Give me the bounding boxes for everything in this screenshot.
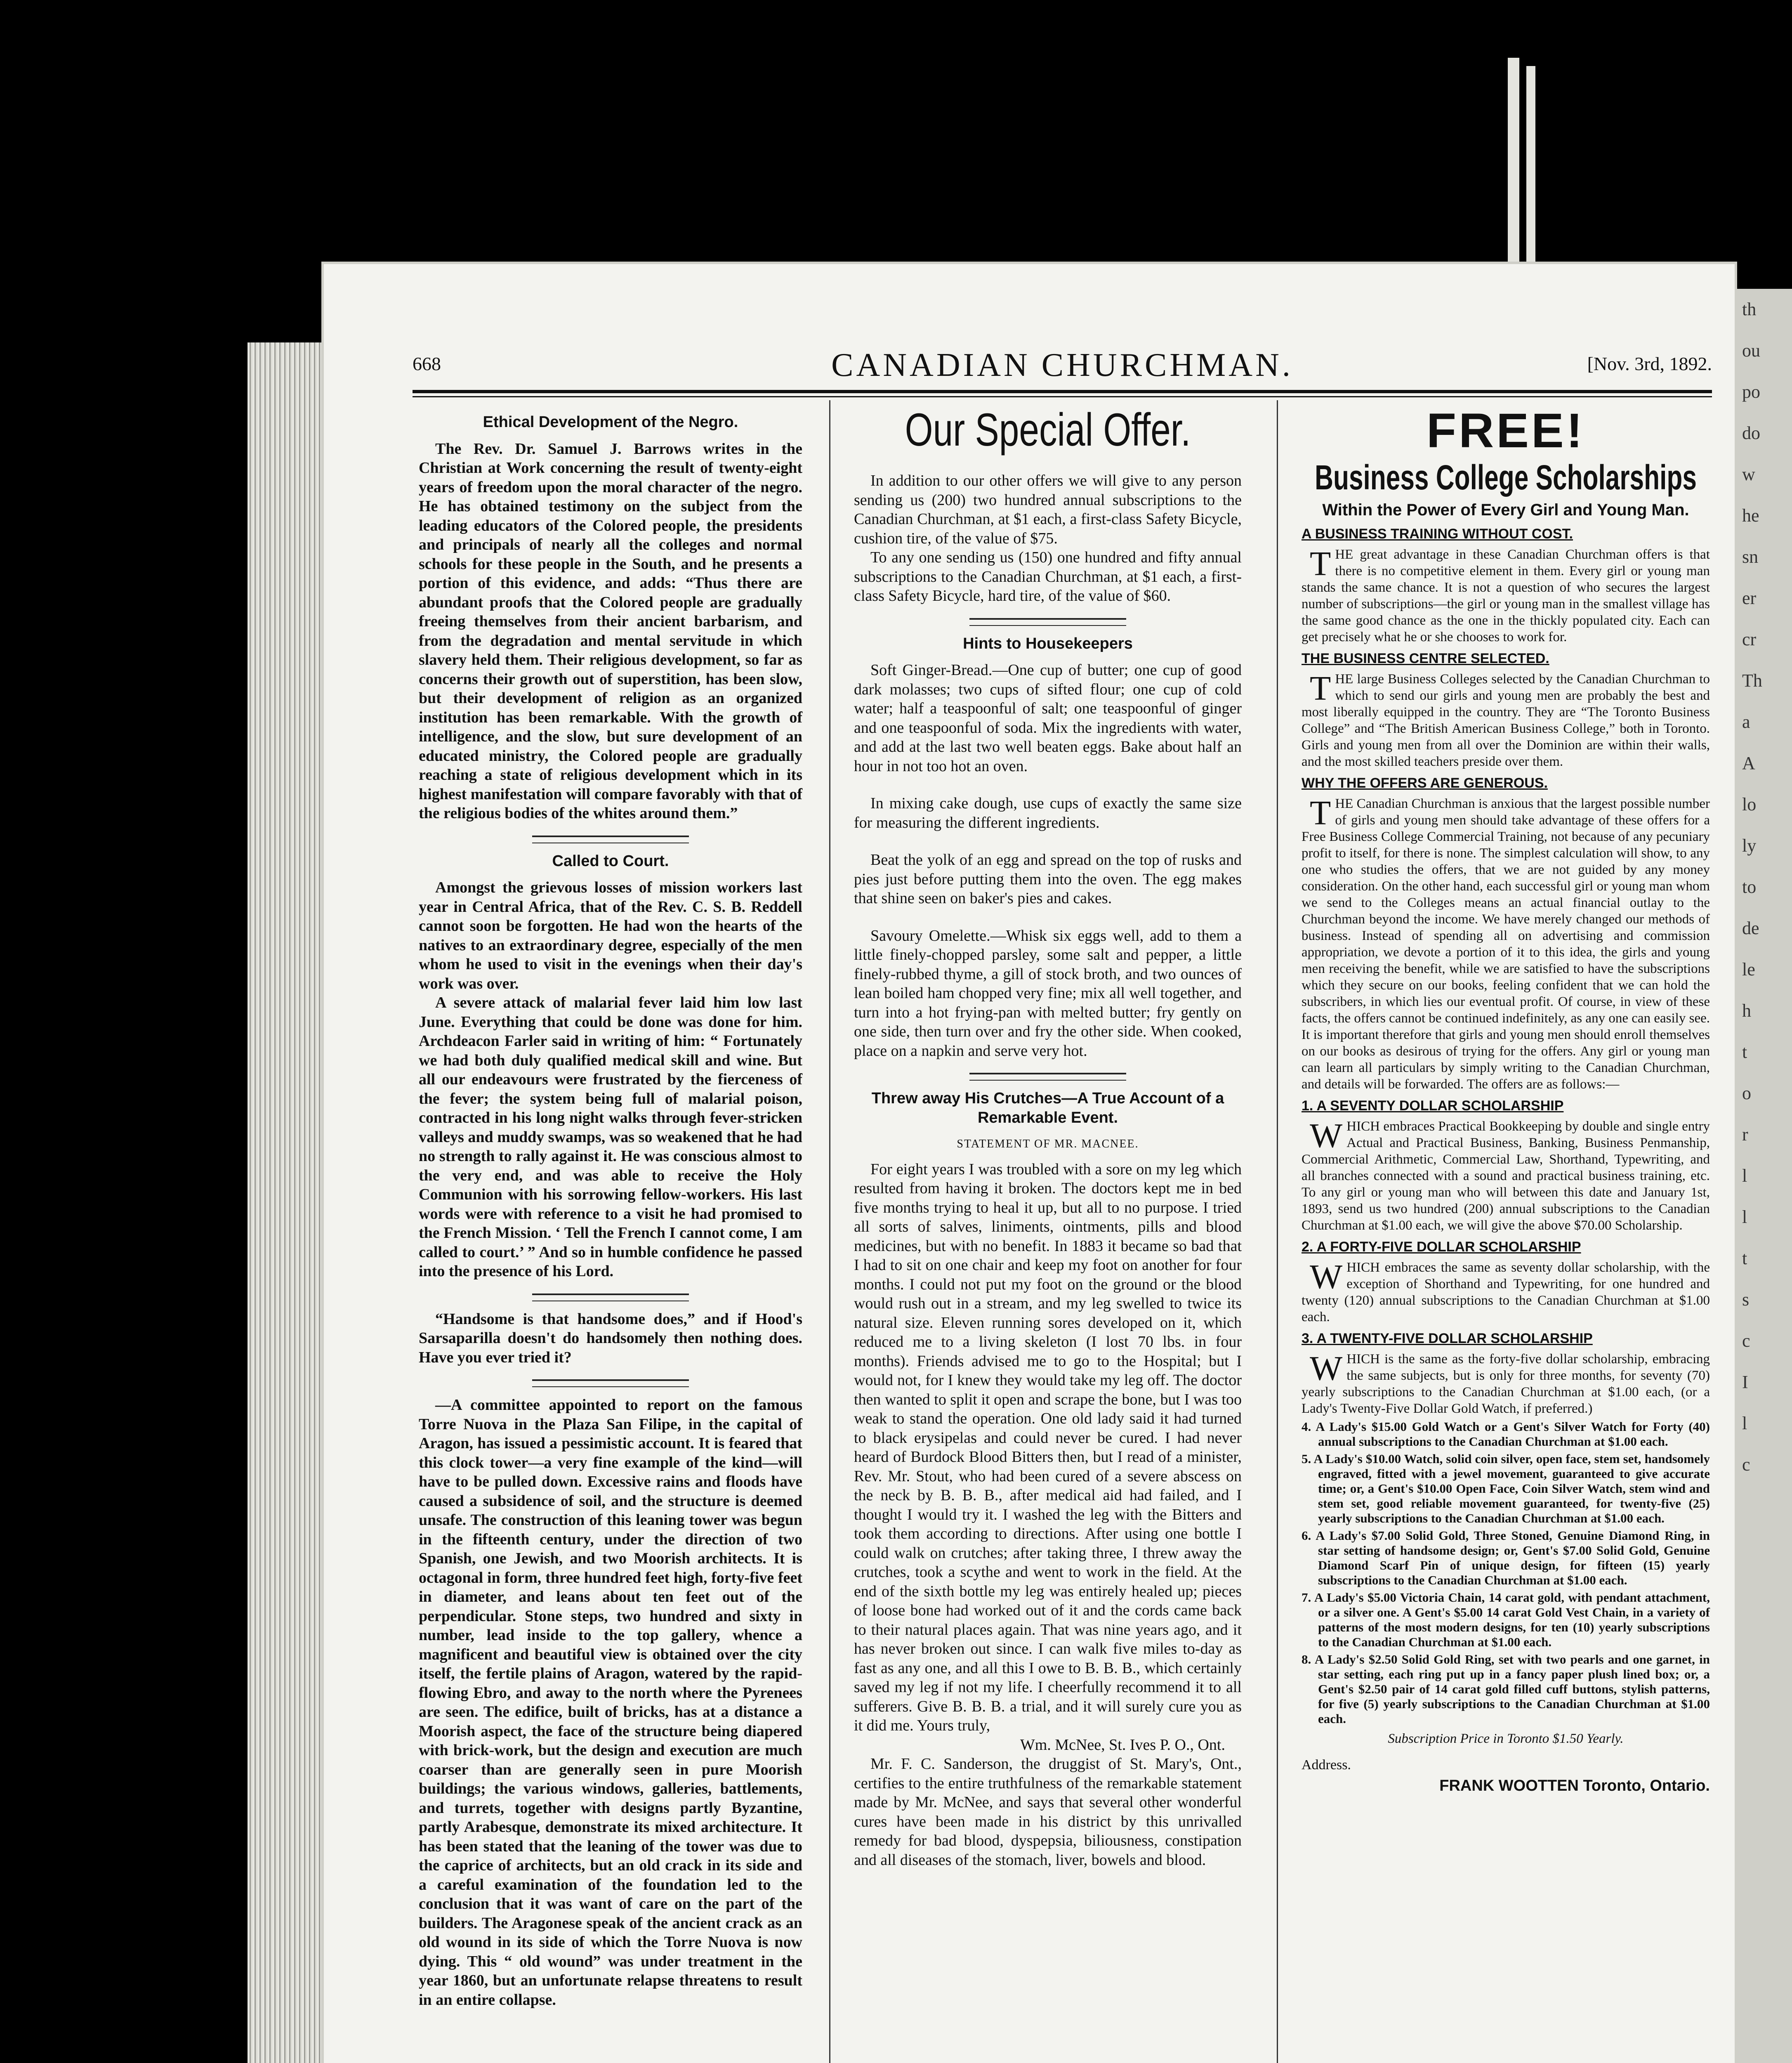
separator [532, 1379, 689, 1387]
ethical-heading: Ethical Development of the Negro. [483, 413, 738, 431]
facing-page-text-fragment: r [1742, 1124, 1748, 1145]
drop-cap: W [1310, 1258, 1343, 1296]
hint-cake-dough: In mixing cake dough, use cups of exactly the same size for measuring the different ingredients. [854, 795, 1242, 831]
facing-page-text-fragment: t [1742, 1042, 1747, 1062]
druggist-certification: Mr. F. C. Sanderson, the druggist of St. Mary's, Ont., certifies to the entire truthfulness of the remarkable statement made by Mr. McNee, and says that several other wonderful cures have been made in his district by this unrivalled remedy for bad blood, dyspepsia, biliousness, constipation and all diseases of the stomach, liver, bowels and blood. [854, 1755, 1242, 1869]
facing-page-text-fragment: he [1742, 505, 1759, 526]
column-2 [854, 404, 1242, 1869]
drop-cap: T [1310, 794, 1331, 832]
court-paragraph: A severe attack of malarial fever laid him low last June. Everything that could be done was done for him. Archdeacon Farler said in writing of him: “ Fortunately we had both duly qualified medical skill and wine. But all our endeavours were frustrated by the fierceness of the fever; the system being full of malarial poison, contracted in his long night walks through fever-stricken valleys and muddy swamps, was so weakened that he had no strength to rally against it. He was conscious almost to the very end, and was able to receive the Holy Communion with his sorrowing fellow-workers. His last words were with reference to a visit he had promised to the French Mission. ‘ Tell the French I cannot come, I am called to court.’ ” And so in humble confidence he passed into the presence of his Lord. [419, 994, 802, 1280]
hood-advert: “Handsome is that handsome does,” and if Hood's Sarsaparilla doesn't do handsomely then nothing does. Have you ever tried it? [419, 1310, 802, 1366]
column-3 [1302, 404, 1710, 1794]
scholarships-heading: Business College Scholarships [1315, 458, 1697, 497]
drop-cap: W [1310, 1116, 1343, 1155]
scholarship-body: HICH embraces Practical Bookkeeping by double and single entry Actual and Practical Business, Banking, Business Penmanship, Commercial Arithmetic, Commercial Law, Shorthand, Typewriting, and all branches connected with a sound and practical business training, etc. To any girl or young man who will between this date and January 1st, 1893, send us two hundred (200) annual subscriptions to the Canadian Churchman at $1.00 each, we will give the above $70.00 Scholarship. [1302, 1119, 1710, 1233]
book-page-edges [248, 342, 324, 2063]
crutches-testimonial: For eight years I was troubled with a sore on my leg which resulted from having it broken. The doctors kept me in bed five months trying to heal it up, but all to no purpose. I tried all sorts of salves, liniments, ointments, pills and blood medicines, but with no benefit. In 1883 it became so bad that I had to sit on one chair and keep my foot on another for four months. I could not put my foot on the ground or the blood would rush out in a stream, and my leg swelled to twice its natural size. Eleven running sores developed on it, which reduced me to a living skeleton (I lost 70 lbs. in four months). Friends advised me to go to the Hospital; but I would not, for I knew they would take my leg off. The doctor then wanted to split it open and scrape the bone, but I was too weak to stand the operation. One old lady said it had turned to black erysipelas and could never be cured. I had never heard of Burdock Blood Bitters then, but I read of a minister, Rev. Mr. Stout, who had been cured of a severe abscess on the neck by B. B. B., after medical aid had failed, and I thought I would try it. I washed the leg with the Bitters and took them according to directions. After using one bottle I could walk on crutches; after taking three, I threw away the crutches, took a scythe and went to work in the field. At the end of the sixth bottle my leg was entirely healed up; pieces of loose bone had worked out of it and the cords came back to their natural places again. That was nine years ago, and it has never broken out since. I can walk five miles to-day as fast as any one, and all this I owe to B. B. B., which certainly saved my leg if not my life. I cheerfully recommend it to all sufferers. Give B. B. B. a trial, and it will surely cure you as it did me. Yours truly, [854, 1160, 1242, 1734]
court-heading: Called to Court. [552, 852, 669, 870]
facing-page-text-fragment: do [1742, 423, 1760, 443]
scholarship-body: HICH embraces the same as seventy dollar scholarship, with the exception of Shorthand and Typewriting, for one hundred and twenty (120) annual subscriptions to the Canadian Churchman at $1.00 each. [1302, 1260, 1710, 1324]
scholarship-text [1302, 1118, 1710, 1234]
hints-heading: Hints to Housekeepers [963, 635, 1133, 652]
facing-page-text-fragment: cr [1742, 629, 1757, 649]
issue-date: [Nov. 3rd, 1892. [1587, 353, 1712, 374]
offer-paragraph: To any one sending us (150) one hundred and fifty annual subscriptions to the Canadian Churchman, at $1 each, a first-class Safety Bicycle, hard tire, of the value of $60. [854, 549, 1242, 604]
prize-item: 7. A Lady's $5.00 Victoria Chain, 14 carat gold, with pendant attachment, or a silver one. A Gent's $5.00 14 carat Gold Vest Chain, in a variety of patterns of the most modern designs, for ten (10) yearly subscriptions to the Canadian Churchman at $1.00 each. [1302, 1590, 1710, 1649]
facing-page-text-fragment: le [1742, 959, 1755, 980]
binding-bar-top [1508, 58, 1519, 272]
section-body: HE large Business Colleges selected by the Canadian Churchman to which to send our girls and young men are probably the best and most liberally equipped in the country. They are “The Toronto Business College” and “The British American Business College,” both in Toronto. Girls and young men from all over the Dominion are within their walls, and the most skilled teachers preside over them. [1302, 672, 1710, 769]
facing-page-edge [1735, 289, 1792, 2063]
prize-item: 6. A Lady's $7.00 Solid Gold, Three Stoned, Genuine Diamond Ring, in star setting of handsome design; or, Gent's $7.00 Solid Gold, Genuine Diamond Scarf Pin of unique design, for fifteen (15) yearly subscriptions to the Canadian Churchman at $1.00 each. [1302, 1528, 1710, 1587]
facing-page-text-fragment: o [1742, 1083, 1751, 1103]
section-text [1302, 671, 1710, 770]
facing-page-text-fragment: l [1742, 1207, 1747, 1227]
facing-page-text-fragment: de [1742, 918, 1759, 938]
separator [532, 836, 689, 843]
facing-page-text-fragment: Th [1742, 670, 1762, 691]
hint-egg-glaze: Beat the yolk of an egg and spread on the top of rusks and pies just before putting them into the oven. The egg makes that shine seen on baker's pies and cakes. [854, 851, 1242, 907]
column-divider-2 [1277, 400, 1278, 2063]
advertiser-name: FRANK WOOTTEN Toronto, Ontario. [1439, 1777, 1710, 1794]
scholarship-heading: 2. A FORTY-FIVE DOLLAR SCHOLARSHIP [1302, 1239, 1581, 1255]
facing-page-text-fragment: ly [1742, 836, 1757, 856]
scholarship-heading: 3. A TWENTY-FIVE DOLLAR SCHOLARSHIP [1302, 1331, 1593, 1346]
masthead-title: CANADIAN CHURCHMAN. [831, 347, 1293, 383]
offer-heading: Our Special Offer. [905, 404, 1191, 456]
facing-page-text-fragment: h [1742, 1001, 1751, 1021]
address-label: Address. [1302, 1757, 1351, 1773]
hint-omelette: Savoury Omelette.—Whisk six eggs well, add to them a little finely-chopped parsley, some salt and pepper, a little finely-rubbed thyme, a gill of stock broth, and two ounces of lean boiled ham chopped very fine; mix all well together, and turn into a hot frying-pan with melted butter; fry gently on one side, then turn over and fry the other side. When cooked, place on a napkin and serve very hot. [854, 927, 1242, 1060]
facing-page-text-fragment: w [1742, 464, 1755, 484]
facing-page-text-fragment: c [1742, 1454, 1750, 1475]
facing-page-text-fragment: l [1742, 1413, 1747, 1433]
separator [969, 618, 1126, 626]
facing-page-text-fragment: ou [1742, 340, 1760, 361]
column-1 [419, 408, 802, 2009]
scholarships-subheading: Within the Power of Every Girl and Young Man. [1322, 501, 1689, 519]
drop-cap: W [1310, 1349, 1343, 1388]
facing-page-text-fragment: c [1742, 1331, 1750, 1351]
ethical-text: The Rev. Dr. Samuel J. Barrows writes in the Christian at Work concerning the result of twenty-eight years of freedom upon the moral character of the negro. He has obtained testimony on the subject from the leading educators of the Colored people, the presidents and principals of nearly all the colleges and normal schools for these people in the South, and he presents a portion of this evidence, and adds: “Thus there are abundant proofs that the Colored people are gradually freeing themselves from their ancient barbarism, and from the degradation and mental servitude in which slavery held them. Their religious development, so far as concerns their growth out of superstition, has been slow, but their development of religion as an organized institution has been remarkable. With the growth of intelligence, and the slow, but sure development of an educated ministry, the Colored people are gradually reaching a state of religious development which in its highest manifestation will compare favorably with that of the religious bodies of the whites around them.” [419, 440, 802, 822]
prize-item: 4. A Lady's $15.00 Gold Watch or a Gent's Silver Watch for Forty (40) annual subscriptions to the Canadian Churchman at $1.00 each. [1302, 1419, 1710, 1449]
offer-paragraph: In addition to our other offers we will give to any person sending us (200) two hundred annual subscriptions to the Canadian Churchman, at $1 each, a first-class Safety Bicycle, cushion tire, of the value of $75. [854, 472, 1242, 547]
newspaper-page [324, 264, 1735, 2063]
scholarship-text [1302, 1351, 1710, 1417]
scholarship-text [1302, 1259, 1710, 1325]
facing-page-text-fragment: s [1742, 1289, 1750, 1310]
prize-item: 5. A Lady's $10.00 Watch, solid coin silver, open face, stem set, handsomely engraved, fitted with a jewel movement, guaranteed to give accurate time; or, a Gent's $10.00 Open Face, Coin Silver Watch, stem wind and stem set, good reliable movement guaranteed, for twenty-five (25) yearly subscriptions to the Canadian Churchman at $1.00 each. [1302, 1452, 1710, 1525]
scholarship-body: HICH is the same as the forty-five dollar scholarship, embracing the same subjects, but is only for three months, for seventy (70) yearly subscriptions to the Canadian Churchman at $1.00 each, (or a Lady's Twenty-Five Dollar Gold Watch, if preferred.) [1302, 1352, 1710, 1416]
section-body: HE Canadian Churchman is anxious that the largest possible number of girls and young men should take advantage of these offers for a Free Business College Commercial Training, not because of any pecuniary profit to itself, for there is none. The simplest calculation will show, to any one who studies the offers, that we are not guided by any money consideration. On the other hand, each successful girl or young man whom we send to the Colleges means an actual financial outlay to the Churchman beyond the income. We have merely changed our methods of business. Instead of spending all on advertising and commission appropriation, we devote a portion of it to this idea, the girls and young men receiving the benefit, while we are satisfied to have the subscriptions which they secure on our books, feeling confident that we can hold the subscribers, in which lies our eventual profit. Of course, in view of these facts, the offers cannot be continued indefinitely, as any one can easily see. It is important therefore that girls and young men should enroll themselves on our books as desirous of trying for the offers. Any girl or young man can learn all particulars by simply writing to the Canadian Churchman, and details will be forwarded. The offers are as follows:— [1302, 796, 1710, 1092]
section-text [1302, 546, 1710, 645]
drop-cap: T [1310, 669, 1331, 708]
separator [969, 1073, 1126, 1081]
statement-label: STATEMENT OF MR. MACNEE. [957, 1138, 1139, 1150]
hint-gingerbread: Soft Ginger-Bread.—One cup of butter; one cup of good dark molasses; two cups of sifted flour; one cup of cold water; half a teaspoonful of salt; one teaspoonful of ginger and one teaspoonful of soda. Mix the ingredients with water, and add at the last two well beaten eggs. Bake about half an hour in not too hot an oven. [854, 661, 1242, 775]
scholarship-heading: 1. A SEVENTY DOLLAR SCHOLARSHIP [1302, 1098, 1564, 1114]
header-rule [413, 390, 1712, 393]
subscription-price: Subscription Price in Toronto $1.50 Yearly. [1388, 1731, 1624, 1746]
page-number: 668 [413, 353, 441, 374]
facing-page-text-fragment: to [1742, 877, 1757, 897]
prize-item: 8. A Lady's $2.50 Solid Gold Ring, set with two pearls and one garnet, in star setting, each ring put up in a fancy paper plush lined box; or, a Gent's $2.50 pair of 14 carat gold filled cuff buttons, stylish patterns, for five (5) yearly subscriptions to the Canadian Churchman at $1.00 each. [1302, 1652, 1710, 1726]
facing-page-text-fragment: I [1742, 1372, 1748, 1392]
facing-page-text-fragment: l [1742, 1166, 1747, 1186]
free-heading: FREE! [1427, 404, 1585, 458]
section-body: HE great advantage in these Canadian Churchman offers is that there is no competitive element in them. Every girl or young man stands the same chance. It is not a question of who secures the largest number of subscriptions—the girl or young man in the smallest village has the same good chance as the one in the thickly populated city. Each can get precisely what he or she chooses to work for. [1302, 547, 1710, 644]
testimonial-signature: Wm. McNee, St. Ives P. O., Ont. [1020, 1736, 1225, 1754]
section-heading: THE BUSINESS CENTRE SELECTED. [1302, 651, 1549, 666]
court-paragraph: Amongst the grievous losses of mission workers last year in Central Africa, that of the Rev. C. S. B. Reddell cannot soon be forgotten. He had won the hearts of the natives to an extraordinary degree, especially of the men whom he used to visit in the evenings when their day's work was over. [419, 879, 802, 992]
facing-page-text-fragment: sn [1742, 547, 1759, 567]
page-header [413, 347, 1712, 388]
facing-page-text-fragment: po [1742, 382, 1760, 402]
facing-page-text-fragment: A [1742, 753, 1755, 773]
facing-page-text-fragment: t [1742, 1248, 1747, 1268]
facing-page-text-fragment: lo [1742, 794, 1757, 814]
section-heading: WHY THE OFFERS ARE GENEROUS. [1302, 775, 1548, 791]
tower-article: —A committee appointed to report on the famous Torre Nuova in the Plaza San Filipe, in the capital of Aragon, has issued a pessimistic account. It is feared that this clock tower—a very fine example of the kind—will have to be pulled down. Excessive rains and floods have caused a subsidence of soil, and the structure is deemed unsafe. The construction of this leaning tower was begun in the fifteenth century, under the direction of two Spanish, one Jewish, and two Moorish architects. It is octagonal in form, three hundred feet high, forty-five feet in diameter, and leans about ten feet out of the perpendicular. Stone steps, two hundred and sixty in number, lead inside to the top gallery, whence a magnificent and beautiful view is obtained over the city itself, the fertile plains of Aragon, watered by the rapid-flowing Ebro, and away to the north where the Pyrenees are seen. The edifice, built of bricks, has at a distance a Moorish aspect, the face of the structure being diapered with brick-work, but the design and execution are much coarser than are generally seen in pure Moorish buildings; the various windows, galleries, battlements, and turrets, together with designs partly Byzantine, partly Arabesque, demonstrate its mixed architecture. It has been stated that the leaning of the tower was due to the caprice of architects, but an old crack in its side and a careful examination of the foundation led to the conclusion that it was want of care on the part of the builders. The Aragonese speak of the ancient crack as an old wound in its side of which the Torre Nuova is now dying. This “ old wound” was under treatment in the year 1860, but an unfortunate relapse threatens to result in an entire collapse. [419, 1396, 802, 2009]
facing-page-text-fragment: er [1742, 588, 1757, 608]
column-divider-1 [829, 400, 830, 2063]
section-text [1302, 795, 1710, 1093]
header-rule-thin [413, 396, 1712, 397]
facing-page-text-fragment: a [1742, 712, 1750, 732]
separator [532, 1294, 689, 1301]
facing-page-text-fragment: th [1742, 299, 1757, 319]
drop-cap: T [1310, 545, 1331, 583]
section-heading: A BUSINESS TRAINING WITHOUT COST. [1302, 526, 1573, 542]
crutches-heading: Threw away His Crutches—A True Account of a Remarkable Event. [871, 1090, 1224, 1126]
binding-bar-top-2 [1526, 66, 1535, 272]
